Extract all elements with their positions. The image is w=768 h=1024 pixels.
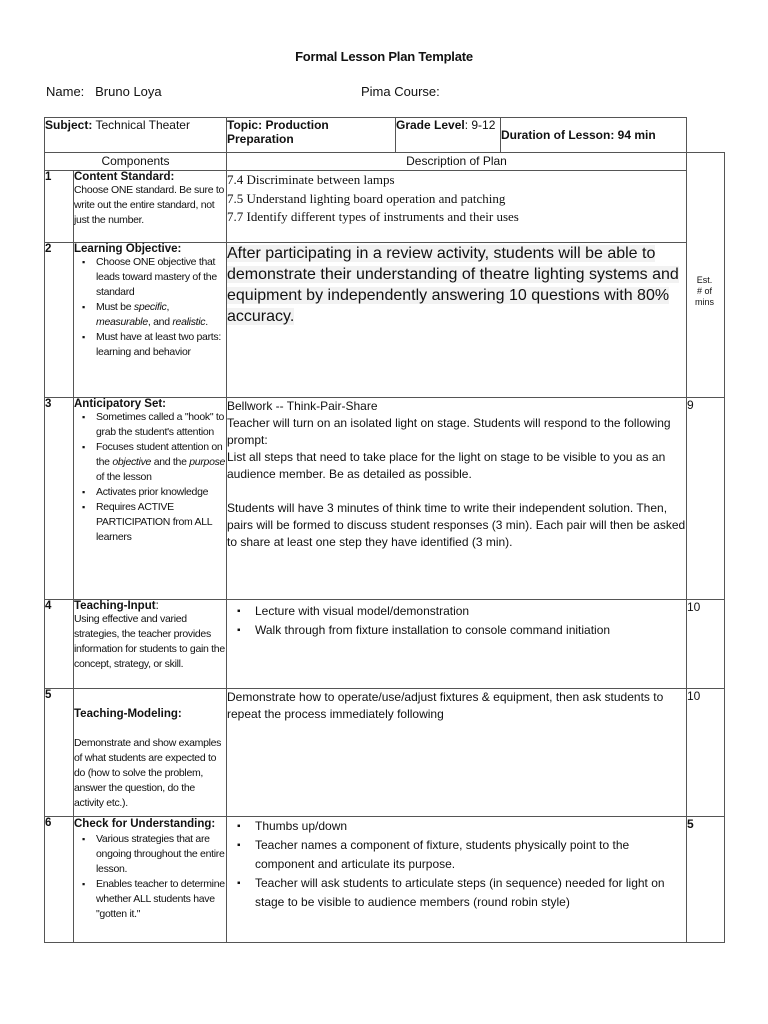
row-5-text: Demonstrate and show examples of what students are expected to do (how to solve the problem, answer the question, do the activity etc.). [74, 737, 222, 809]
est-line-3: mins [694, 297, 714, 307]
row-2-bullet-1: ▪ Choose ONE objective that leads toward mastery of the standard [96, 255, 226, 300]
row-4-bullet-2: ▪ Walk through from fixture installation to console command initiation [255, 621, 686, 640]
subject-label: Subject: [45, 118, 93, 132]
row-1-text: Choose ONE standard. Be sure to write out the entire standard, not just the number. [74, 184, 225, 226]
row-6-title: Check for Understanding: [74, 818, 216, 830]
row-1-title: Content Standard: [74, 171, 175, 183]
b2-pre: Must be [96, 301, 134, 313]
row-3-bullet-4: ▪ Requires ACTIVE PARTICIPATION from ALL learners [96, 500, 226, 545]
description-header: Description of Plan [227, 153, 687, 171]
grade-label: Grade Level [396, 118, 465, 132]
name-line [46, 84, 162, 99]
row-3-component [74, 398, 227, 600]
document-title: Formal Lesson Plan Template [295, 49, 473, 64]
name-label: Name: [46, 84, 85, 99]
standard-7-7: 7.7 Identify different types of instruments and their uses [227, 209, 519, 224]
row-content-standard [45, 171, 725, 243]
row-5-mins: 10 [687, 689, 725, 817]
est-mins-header [687, 153, 725, 398]
components-header: Components [45, 153, 227, 171]
learning-objective-text: After participating in a review activity, students will be able to demonstrate their understanding of theatre lighting systems and equipment by independently answering 10 questions with 80% accuracy. [227, 245, 679, 325]
row-4-bullet-1: ▪ Lecture with visual model/demonstration [255, 602, 686, 621]
row-5-description: Demonstrate how to operate/use/adjust fixtures & equipment, then ask students to repeat the process immediately following [227, 689, 687, 817]
row-check-understanding [45, 817, 725, 943]
row-3-bullet-1: ▪ Sometimes called a "hook" to grab the student's attention [96, 410, 226, 440]
row-2-title: Learning Objective: [74, 243, 182, 255]
b2-realistic: realistic [172, 316, 206, 328]
row-4-title-colon: : [155, 600, 159, 612]
row-6-desc-bullet-2: ▪ Teacher names a component of fixture, students physically point to the component and articulate its purpose. [255, 836, 686, 874]
grade-cell [396, 118, 501, 153]
row-2-component [74, 243, 227, 398]
row-3-bullets [74, 410, 226, 545]
lesson-plan-table [44, 117, 725, 943]
r3b2-purpose: purpose [189, 456, 226, 468]
row-6-bullets [74, 832, 226, 922]
row-1-component [74, 171, 227, 243]
row-3-description [227, 398, 687, 600]
row-6-description [227, 817, 687, 943]
row-5-component [74, 689, 227, 817]
row-teaching-modeling [45, 689, 725, 817]
row-4-mins: 10 [687, 600, 725, 689]
topic-cell: Topic: Production Preparation [227, 118, 396, 153]
b2-mid2: , and [147, 316, 173, 328]
subject-cell [45, 118, 227, 153]
row-3-mins: 9 [687, 398, 725, 600]
row-4-description [227, 600, 687, 689]
column-header-row [45, 153, 725, 171]
row-2-bullets [74, 255, 226, 360]
row-2-number: 2 [45, 243, 74, 398]
r3b2-pre: Focuses student attention on the [96, 441, 223, 468]
row-3-bullet-3: ▪ Activates prior knowledge [96, 485, 226, 500]
standard-7-5: 7.5 Understand lighting board operation and patching [227, 190, 506, 206]
row-6-bullet-2: ▪ Enables teacher to determine whether ALL students have "gotten it." [96, 877, 226, 922]
row-2-bullet-2 [96, 300, 226, 330]
row-4-title [74, 600, 226, 612]
est-line-2: # of [696, 286, 712, 296]
row-6-desc-bullet-3: ▪ Teacher will ask students to articulate steps (in sequence) needed for light on stage to be visible to audience members (round robin style) [255, 874, 686, 912]
bellwork-line: Bellwork -- Think-Pair-Share [227, 399, 378, 413]
row-1-number: 1 [45, 171, 74, 243]
row-6-component [74, 817, 227, 943]
prompt-text: List all steps that need to take place for the light on stage to be visible to you as an audience member. Be as detailed as possible. [227, 450, 666, 481]
row-6-desc-bullet-1: ▪ Thumbs up/down [255, 817, 686, 836]
row-1-description [227, 171, 687, 243]
row-4-text: Using effective and varied strategies, the teacher provides information for students to gain the concept, strategy, or skill. [74, 613, 225, 670]
row-3-bullet-2 [96, 440, 226, 485]
row-learning-objective [45, 243, 725, 398]
grade-value: : 9-12 [464, 118, 496, 132]
row-2-bullet-3: ▪ Must have at least two parts: learning and behavior [96, 330, 226, 360]
b2-specific: specific [133, 301, 167, 313]
row-4-component [74, 600, 227, 689]
b2-mid1: , [166, 301, 170, 313]
name-value: Bruno Loya [95, 84, 162, 99]
r3b2-post: of the lesson [96, 471, 152, 483]
course-label: Pima Course: [361, 84, 440, 99]
b2-post: . [205, 316, 208, 328]
blank-corner [687, 118, 725, 153]
teacher-prompt-line: Teacher will turn on an isolated light on stage. Students will respond to the following prompt: [227, 416, 671, 447]
est-line-1: Est. [696, 275, 713, 285]
row-3-number: 3 [45, 398, 74, 600]
subject-value: Technical Theater [95, 118, 190, 132]
row-5-number: 5 [45, 689, 74, 817]
r3b2-mid: and the [151, 456, 190, 468]
row-3-title: Anticipatory Set: [74, 398, 167, 410]
row-teaching-input [45, 600, 725, 689]
row-6-mins: 5 [687, 817, 725, 943]
r3b2-objective: objective [112, 456, 152, 468]
row-6-bullet-1: ▪ Various strategies that are ongoing throughout the entire lesson. [96, 832, 226, 877]
standard-7-4: 7.4 Discriminate between lamps [227, 172, 395, 187]
b2-measurable: measurable [96, 316, 148, 328]
row-6-desc-bullets [231, 817, 686, 912]
row-anticipatory-set [45, 398, 725, 600]
think-time-text: Students will have 3 minutes of think time to write their independent solution. Then, pairs will be formed to discuss student responses (3 min). Each pair will then be asked to share at least one step they have identified (3 min). [227, 501, 686, 549]
duration-cell: Duration of Lesson: 94 min [501, 118, 687, 153]
row-2-description [227, 243, 687, 398]
row-5-title: Teaching-Modeling: [74, 708, 182, 720]
row-4-bullets [231, 602, 686, 640]
row-4-number: 4 [45, 600, 74, 689]
row-6-number: 6 [45, 817, 74, 943]
header-row [45, 118, 725, 153]
row-4-title-text: Teaching-Input [74, 600, 156, 612]
